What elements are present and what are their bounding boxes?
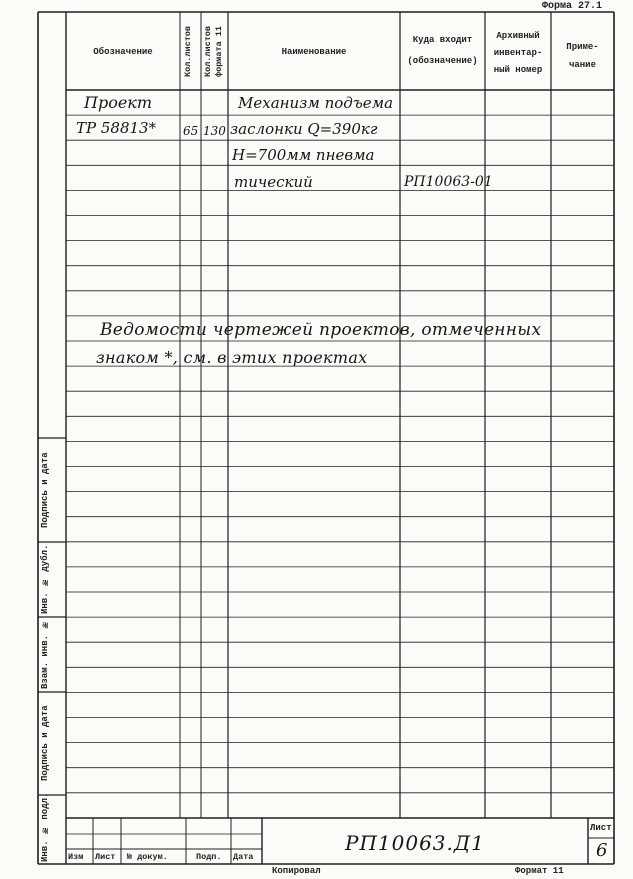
header-note-line2: чание [568, 60, 596, 70]
tb-sheet-number: 6 [596, 840, 608, 861]
header-sheet-count: Кол.листов [183, 25, 193, 77]
header-archive [485, 28, 551, 79]
footer-format: Формат 11 [515, 866, 564, 876]
header-sheet-count-format: Кол.листов формата 11 [203, 25, 224, 77]
side-sign-date-2: Подпись и дата [40, 705, 50, 782]
tb-list: Лист [95, 852, 116, 862]
header-where-used-line1: Куда входит [412, 35, 473, 45]
tb-date: Дата [233, 852, 254, 862]
header-note [551, 38, 614, 74]
where-used-value: РП10063-01 [404, 174, 493, 190]
header-archive-line2: инвентар- [493, 48, 543, 59]
header-designation: Обозначение [93, 47, 153, 57]
header-archive-line3: ный номер [493, 65, 543, 76]
header-where-used-line2: (обозначение) [407, 55, 478, 66]
name-line3: Н=700мм пневма [232, 146, 375, 164]
tb-izm: Изм [68, 852, 84, 862]
row1-designation: Проект [84, 93, 153, 112]
tb-doc-no: № докум. [127, 852, 168, 862]
header-where-used [400, 34, 485, 69]
note-line2: знаком *, см. в этих проектах [96, 348, 368, 367]
row2-sheets-f11: 130 [203, 124, 226, 138]
side-inv-original: Инв. № подл. [40, 792, 50, 862]
name-line4: тический [234, 173, 313, 191]
header-note-line1: Приме- [566, 42, 599, 52]
row2-designation: ТР 58813* [76, 119, 157, 137]
header-archive-line1: Архивный [496, 31, 540, 41]
form-label: Форма 27.1 [542, 1, 603, 12]
tb-designation: РП10063.Д1 [345, 831, 485, 855]
header-name: Наименование [281, 47, 347, 57]
name-line1: Механизм подъема [238, 94, 394, 112]
tb-sheet-label: Лист [590, 823, 612, 833]
footer-copied: Копировал [272, 866, 321, 876]
side-replace-inv: Взам. инв. № [40, 619, 50, 690]
note-line1: Ведомости чертежей проектов, отмеченных [100, 320, 542, 340]
name-line2: заслонки Q=390кг [230, 120, 378, 138]
row2-sheets: 65 [183, 124, 199, 138]
side-inv-dup: Инв. № дубл. [40, 544, 50, 615]
tb-signature: Подп. [196, 852, 222, 862]
side-sign-date-1: Подпись и дата [40, 452, 50, 528]
